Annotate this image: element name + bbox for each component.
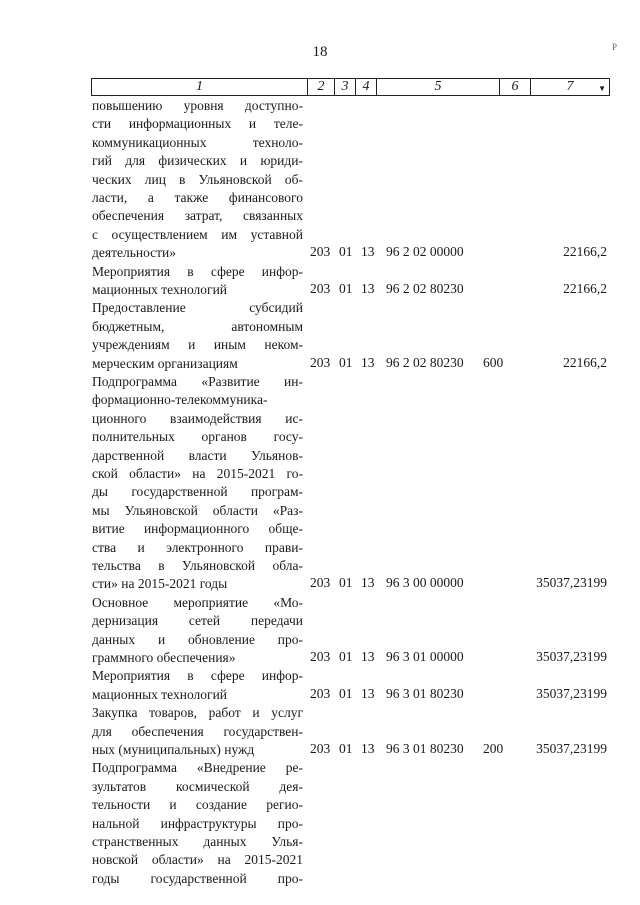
page-number: 18	[312, 44, 328, 60]
cell-c6: 200	[483, 741, 504, 756]
cell-c2: 203	[310, 244, 331, 260]
description-line: ской области» на 2015-2021 го-	[92, 466, 303, 482]
description-line: Закупка товаров, работ и услуг	[92, 705, 303, 721]
cell-c4: 13	[361, 575, 375, 591]
description-line: с осуществлением им уставной	[92, 226, 303, 242]
description-line: мерческим организациям	[92, 355, 238, 371]
description-line: ласти, а также финансового	[92, 190, 303, 206]
description-line: ды государственной програм-	[92, 484, 303, 500]
cell-c6: 600	[483, 354, 504, 370]
cell-amount: 35037,23199	[536, 741, 607, 756]
row-description	[92, 263, 303, 300]
cell-c4: 13	[361, 741, 375, 756]
description-line: Предоставление субсидий	[92, 300, 303, 316]
description-line: граммного обеспечения»	[92, 650, 236, 666]
description-line: учреждениям и иным неком-	[92, 337, 303, 353]
header-col-6: 6	[499, 79, 530, 95]
cell-c3: 01	[339, 281, 353, 296]
description-line: Мероприятия в сфере инфор-	[92, 668, 303, 684]
cell-c4: 13	[361, 685, 375, 701]
description-line: гий для физических и юриди-	[92, 153, 303, 169]
cell-c3: 01	[339, 244, 353, 260]
caret-down-icon: ▼	[598, 84, 606, 93]
header-col-2: 2	[307, 79, 334, 95]
cell-amount: 35037,23199	[536, 575, 607, 591]
description-line: новской области» на 2015-2021	[92, 852, 303, 868]
description-line: ческих лиц в Ульяновской об-	[92, 171, 303, 187]
row-description	[92, 299, 303, 373]
header-col-1: 1	[196, 79, 203, 94]
row-description	[92, 759, 303, 888]
description-line: Подпрограмма «Внедрение ре-	[92, 760, 303, 776]
description-line: полнительных органов госу-	[92, 429, 303, 445]
header-col-7	[530, 79, 609, 95]
description-line: сти» на 2015-2021 годы	[92, 576, 228, 592]
cell-c2: 203	[310, 575, 331, 591]
description-line: повышению уровня доступно-	[92, 98, 303, 113]
cell-c3: 01	[339, 685, 353, 701]
header-col-4: 4	[355, 79, 376, 95]
description-line: ционного взаимодействия ис-	[92, 410, 303, 426]
description-line: мационных технологий	[92, 686, 228, 702]
description-line: зультатов космической дея-	[92, 778, 303, 794]
cell-c4: 13	[361, 649, 375, 664]
cell-amount: 22166,2	[563, 354, 607, 370]
table-header-row	[91, 78, 610, 96]
description-line: странственных данных Улья-	[92, 834, 303, 850]
header-col-3: 3	[334, 79, 355, 95]
description-line: дарственной власти Ульянов-	[92, 447, 303, 463]
description-line: Подпрограмма «Развитие ин-	[92, 374, 303, 389]
header-col-5: 5	[376, 79, 499, 95]
description-line: годы государственной про-	[92, 870, 303, 886]
description-line: мационных технологий	[92, 282, 228, 297]
cell-c2: 203	[310, 354, 331, 370]
cell-amount: 35037,23199	[536, 685, 607, 701]
cell-c5: 96 3 00 00000	[386, 575, 464, 591]
cell-amount: 22166,2	[563, 281, 607, 296]
cell-c2: 203	[310, 741, 331, 756]
description-line: ных (муниципальных) нужд	[92, 742, 255, 757]
header-col-7-label: 7	[566, 79, 574, 94]
row-description	[92, 97, 303, 263]
description-line: сти информационных и теле-	[92, 116, 303, 132]
row-description	[92, 704, 303, 759]
description-line: нальной инфраструктуры про-	[92, 815, 303, 831]
cell-c2: 203	[310, 649, 331, 664]
cell-c2: 203	[310, 685, 331, 701]
description-line: витие информационного обще-	[92, 521, 303, 537]
description-line: мы Ульяновской области «Раз-	[92, 502, 303, 518]
row-description	[92, 667, 303, 704]
cell-c5: 96 2 02 80230	[386, 354, 464, 370]
cell-c3: 01	[339, 354, 353, 370]
description-line: тельности и создание регио-	[92, 797, 303, 813]
cell-c5: 96 2 02 80230	[386, 281, 464, 296]
description-line: деятельности»	[92, 245, 177, 261]
cell-c5: 96 2 02 00000	[386, 244, 464, 260]
description-line: бюджетным, автономным	[92, 318, 303, 334]
cell-c3: 01	[339, 575, 353, 591]
cell-c4: 13	[361, 354, 375, 370]
description-line: Основное мероприятие «Мо-	[92, 594, 303, 610]
description-line: данных и обновление про-	[92, 631, 303, 647]
description-line: для обеспечения государствен-	[92, 723, 303, 739]
description-line: формационно-телекоммуника-	[92, 392, 268, 408]
row-description	[92, 594, 303, 668]
row-description	[92, 373, 303, 594]
description-line: коммуникационных техноло-	[92, 134, 303, 150]
cell-c3: 01	[339, 649, 353, 664]
corner-mark: P	[612, 42, 618, 52]
cell-c4: 13	[361, 244, 375, 260]
cell-c5: 96 3 01 00000	[386, 649, 464, 664]
cell-c5: 96 3 01 80230	[386, 741, 464, 756]
cell-c2: 203	[310, 281, 331, 296]
cell-amount: 22166,2	[563, 244, 607, 260]
description-line: тельства в Ульяновской обла-	[92, 558, 303, 574]
cell-c5: 96 3 01 80230	[386, 685, 464, 701]
cell-amount: 35037,23199	[536, 649, 607, 664]
description-line: ства и электронного прави-	[92, 539, 303, 555]
cell-c3: 01	[339, 741, 353, 756]
cell-c4: 13	[361, 281, 375, 296]
description-line: дернизация сетей передачи	[92, 613, 303, 629]
description-line: Мероприятия в сфере инфор-	[92, 263, 303, 279]
description-line: обеспечения затрат, связанных	[92, 208, 303, 224]
